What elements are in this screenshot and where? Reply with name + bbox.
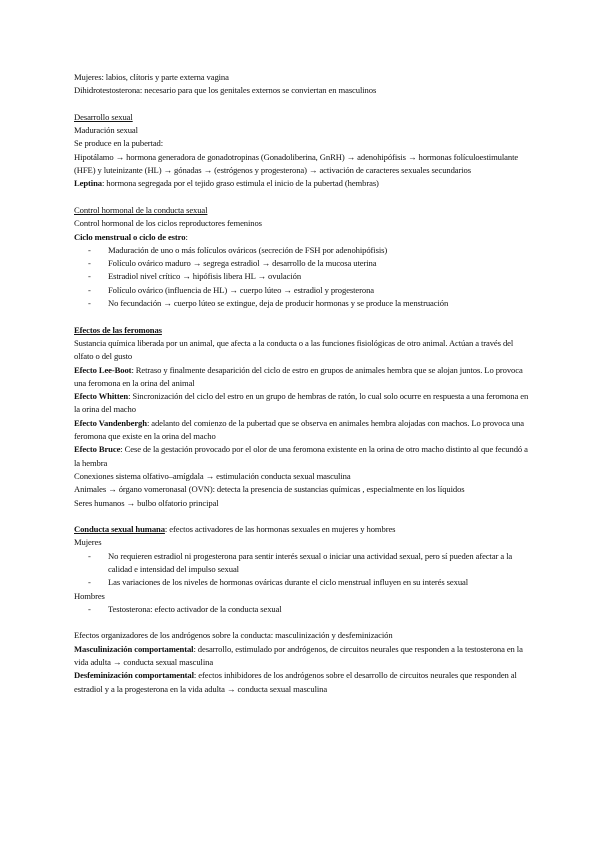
intro-line-1: Mujeres: labios, clítoris y parte externa vagina	[74, 72, 229, 82]
intro-line-2: Dihidrotestosterona: necesario para que los genitales externos se conviertan en masculinos	[74, 85, 377, 96]
list-dash: -	[88, 258, 91, 269]
punctuation: :	[185, 231, 188, 242]
term-vandenbergh: Efecto Vandenbergh	[74, 417, 147, 428]
subheading-mujeres: Mujeres	[74, 537, 102, 548]
list-dash: -	[88, 244, 91, 255]
section-title-feromonas	[74, 324, 534, 337]
text-paragraph	[74, 177, 534, 190]
term-whitten: Efecto Whitten	[74, 391, 129, 402]
list-item-text: No requieren estradiol ni progesterona para sentir interés sexual o iniciar una actividad sexual, pero sí pueden afectar a la calidad e intensidad del impulso sexual	[108, 550, 513, 574]
text-paragraph: Animales → órgano vomeronasal (OVN): detecta la presencia de sustancias químicas , especialmente en los líquidos	[74, 484, 465, 495]
section-title-desarrollo: Desarrollo sexual	[74, 111, 133, 122]
term-definition: : Sincronización del ciclo del estro en un grupo de hembras de ratón, lo cual solo ocurre en respuesta a una feromona en la orina del macho	[74, 391, 529, 415]
list-item-text: Maduración de uno o más folículos ováricos (secreción de FSH por adenohipófisis)	[108, 244, 388, 255]
section-title-text: Conducta sexual humana	[74, 524, 165, 535]
term-definition: : Retraso y finalmente desaparición del ciclo de estro en grupos de animales hembra que se alojan juntos. Lo provoca una feromona en la orina del animal	[74, 364, 523, 388]
section-title-rest: : efectos activadores de las hormonas sexuales en mujeres y hombres	[164, 524, 396, 535]
list-item	[74, 244, 534, 257]
text-paragraph	[74, 364, 534, 391]
list-dash: -	[88, 298, 91, 309]
term-definition: : hormona segregada por el tejido graso estimula el inicio de la pubertad (hembras)	[101, 178, 379, 189]
list-item	[74, 257, 534, 270]
term-leptina: Leptina	[74, 178, 102, 189]
list-dash: -	[88, 603, 91, 614]
term-bruce: Efecto Bruce	[74, 444, 121, 455]
text-line: Seres humanos → bulbo olfatorio principal	[74, 497, 219, 508]
list-item-text: Estradiol nivel crítico → hipófisis libera HL → ovulación	[108, 271, 302, 282]
list-item-text: Las variaciones de los niveles de hormonas ováricas durante el ciclo menstrual influyen en su interés sexual	[108, 577, 469, 588]
text-line: Control hormonal de los ciclos reproductores femeninos	[74, 218, 262, 229]
list-item	[74, 297, 534, 310]
list-item	[74, 270, 534, 283]
text-paragraph	[74, 417, 534, 444]
term-desfeminizacion: Desfeminización comportamental	[74, 670, 194, 681]
text-line: Se produce en la pubertad:	[74, 138, 164, 149]
term-lee-boot: Efecto Lee-Boot	[74, 364, 132, 375]
term-definition: : efectos inhibidores de los andrógenos sobre el desarrollo de circuitos neurales que responden al estradiol y a la progesterona en la vida adulta → conducta sexual masculina	[74, 670, 517, 694]
subheading-hombres: Hombres	[74, 590, 105, 601]
list-item-text: Folículo ovárico maduro → segrega estradiol → desarrollo de la mucosa uterina	[108, 258, 377, 269]
text-line: Efectos organizadores de los andrógenos sobre la conducta: masculinización y desfeminización	[74, 630, 393, 641]
section-title-control-hormonal: Control hormonal de la conducta sexual	[74, 204, 208, 215]
list-item	[74, 576, 534, 589]
text-paragraph	[74, 390, 534, 417]
text-paragraph	[74, 443, 534, 470]
text-line	[74, 231, 534, 244]
text-paragraph: Hipotálamo → hormona generadora de gonadotropinas (Gonadoliberina, GnRH) → adenohipófisis → hormonas folículoestimulante (HFE) y luteinizante (HL) → gónadas → (estrógenos y progesterona) → activación de caracteres sexuales secundarios	[74, 151, 519, 176]
term-masculinizacion: Masculinización comportamental	[74, 643, 194, 654]
list-dash: -	[88, 550, 91, 561]
text-paragraph: Sustancia química liberada por un animal, que afecta a la conducta o a las funciones fisiológicas de otro animal. Actúan a través del olfato o del gusto	[74, 337, 514, 362]
section-title-text: Efectos de las feromonas	[74, 324, 162, 335]
term-definition: : desarrollo, estimulado por andrógenos, de circuitos neurales que responden a la testosterona en la vida adulta → conducta sexual masculina	[74, 643, 523, 668]
term-definition: : Cese de la gestación provocado por el olor de una feromona existente en la orina de otro macho distinto al que fecundó a la hembra	[74, 444, 528, 468]
text-paragraph	[74, 643, 534, 670]
list-dash: -	[88, 284, 91, 295]
term-definition: : adelanto del comienzo de la pubertad que se observa en animales hembra alojadas con machos. Lo provoca una feromona que existe en la orina del macho	[74, 417, 524, 442]
list-item-text: Folículo ovárico (influencia de HL) → cuerpo lúteo → estradiol y progesterona	[108, 284, 375, 295]
list-dash: -	[88, 577, 91, 588]
list-item-text: Testosterona: efecto activador de la conducta sexual	[108, 603, 282, 614]
document-page	[74, 71, 534, 696]
list-item-text: No fecundación → cuerpo lúteo se extingue, deja de producir hormonas y se produce la menstruación	[108, 298, 449, 309]
list-item	[74, 603, 534, 616]
list-item	[74, 284, 534, 297]
list-dash: -	[88, 271, 91, 282]
text-paragraph	[74, 669, 534, 696]
text-line: Maduración sexual	[74, 125, 138, 136]
text-line: Conexiones sistema olfativo–amígdala → estimulación conducta sexual masculina	[74, 470, 351, 481]
list-item	[74, 550, 534, 577]
section-title-conducta-humana	[74, 523, 534, 536]
term-ciclo: Ciclo menstrual o ciclo de estro	[74, 231, 186, 242]
